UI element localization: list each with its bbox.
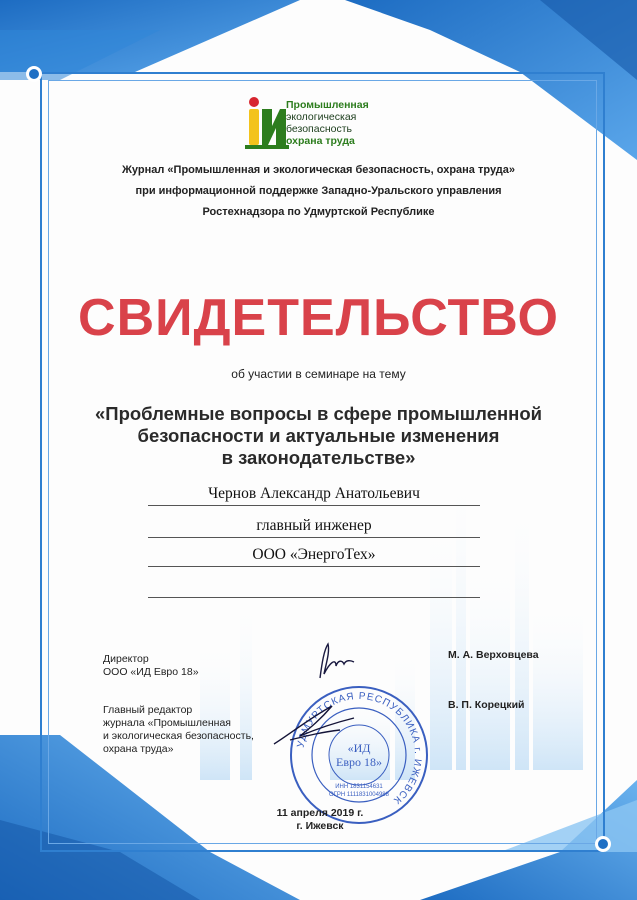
editor-signature-icon (270, 700, 360, 750)
editor-name: В. П. Корецкий (448, 699, 525, 711)
editor-title-line: журнала «Промышленная (103, 717, 231, 729)
seal-ogrn: ОГРН 1111831004988 (329, 792, 389, 798)
director-title (103, 653, 199, 679)
logo-text (286, 99, 369, 147)
issue-date: 11 апреля 2019 г. (276, 807, 364, 819)
issue-city: г. Ижевск (296, 820, 344, 832)
field-underline (148, 505, 480, 506)
seal-center-line: Евро 18» (336, 755, 382, 769)
corner-dot-top-left (26, 66, 42, 82)
participant-organization: ООО «ЭнергоТех» (252, 546, 376, 563)
participant-name: Чернов Александр Анатольевич (208, 485, 420, 502)
logo-line: экологическая (286, 111, 357, 123)
logo-line: Промышленная (286, 99, 369, 111)
editor-title-line: охрана труда» (103, 743, 174, 755)
director-title-line: ООО «ИД Евро 18» (103, 666, 199, 678)
editor-title-line: и экологическая безопасность, (103, 730, 254, 742)
header-line: при информационной поддержке Западно-Уральского управления (135, 185, 502, 197)
seal-ring-text: УДМУРТСКАЯ РЕСПУБЛИКА г. ИЖЕВСК (295, 690, 424, 807)
header-line: Ростехнадзора по Удмуртской Республике (202, 206, 435, 218)
director-name: М. А. Верховцева (448, 649, 539, 661)
logo-line: безопасность (286, 123, 352, 135)
topic-line: «Проблемные вопросы в сфере промышленной (95, 403, 542, 424)
editor-title-line: Главный редактор (103, 704, 193, 716)
field-underline (148, 537, 480, 538)
director-signature-icon (312, 638, 358, 686)
field-underline (148, 597, 480, 598)
logo-line: охрана труда (286, 135, 355, 147)
field-underline (148, 566, 480, 567)
certificate-subtitle: об участии в семинаре на тему (231, 367, 406, 381)
certificate-title: СВИДЕТЕЛЬСТВО (78, 289, 559, 347)
corner-dot-bottom-right (595, 836, 611, 852)
editor-title (103, 704, 254, 756)
topic-line: безопасности и актуальные изменения (137, 425, 500, 446)
seal-center-line: «ИД (347, 741, 371, 755)
participant-position: главный инженер (256, 517, 372, 534)
header-line: Журнал «Промышленная и экологическая безопасность, охрана труда» (121, 164, 516, 176)
seal-inn: ИНН 1831154631 (335, 784, 383, 790)
director-title-line: Директор (103, 653, 149, 665)
topic-line: в законодательстве» (221, 447, 416, 468)
